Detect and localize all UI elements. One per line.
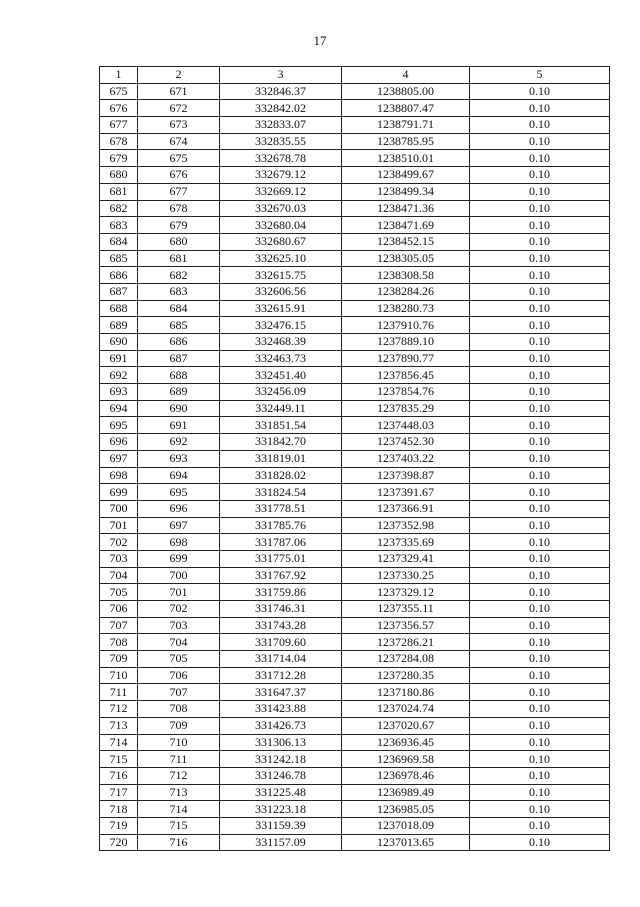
table-cell: 0.10 [470,400,610,417]
table-cell: 672 [138,100,220,117]
table-cell: 688 [100,300,138,317]
table-cell: 331712.28 [220,667,342,684]
table-cell: 1238284.26 [342,283,470,300]
table-row [100,283,610,300]
table-cell: 1237890.77 [342,350,470,367]
table-cell: 684 [100,233,138,250]
table-cell: 0.10 [470,517,610,534]
table-cell: 331714.04 [220,651,342,668]
table-cell: 701 [138,584,220,601]
table-cell: 0.10 [470,500,610,517]
table-cell: 707 [138,684,220,701]
table-cell: 0.10 [470,534,610,551]
table-cell: 0.10 [470,150,610,167]
table-cell: 331157.09 [220,834,342,851]
table-row [100,217,610,234]
table-cell: 332680.67 [220,233,342,250]
table-cell: 676 [138,167,220,184]
table-cell: 0.10 [470,283,610,300]
table-cell: 713 [138,784,220,801]
table-cell: 1237366.91 [342,500,470,517]
table-cell: 0.10 [470,484,610,501]
table-cell: 698 [100,467,138,484]
table-cell: 683 [138,283,220,300]
table-body [100,83,610,851]
table-cell: 700 [138,567,220,584]
table-row [100,601,610,618]
table-cell: 332463.73 [220,350,342,367]
table-cell: 696 [100,434,138,451]
table-cell: 0.10 [470,801,610,818]
table-cell: 711 [100,684,138,701]
table-cell: 1238807.47 [342,100,470,117]
table-cell: 331709.60 [220,634,342,651]
table-cell: 706 [138,667,220,684]
table-row [100,534,610,551]
table-row [100,434,610,451]
table-cell: 1237398.87 [342,467,470,484]
table-cell: 692 [138,434,220,451]
table-row [100,500,610,517]
table-row [100,133,610,150]
table-cell: 332842.02 [220,100,342,117]
table-row [100,550,610,567]
table-cell: 681 [100,183,138,200]
table-cell: 684 [138,300,220,317]
table-cell: 679 [100,150,138,167]
table-cell: 1238471.36 [342,200,470,217]
table-cell: 1237286.21 [342,634,470,651]
table-cell: 331759.86 [220,584,342,601]
table-cell: 694 [100,400,138,417]
table-cell: 332615.75 [220,267,342,284]
table-cell: 332835.55 [220,133,342,150]
table-cell: 1237356.57 [342,617,470,634]
table-cell: 698 [138,534,220,551]
table-cell: 1238510.01 [342,150,470,167]
table-cell: 331842.70 [220,434,342,451]
table-cell: 0.10 [470,834,610,851]
table-cell: 0.10 [470,601,610,618]
table-cell: 0.10 [470,300,610,317]
table-cell: 0.10 [470,417,610,434]
table-cell: 331242.18 [220,751,342,768]
table-cell: 707 [100,617,138,634]
table-cell: 1237355.11 [342,601,470,618]
table-cell: 1236936.45 [342,734,470,751]
table-cell: 689 [100,317,138,334]
column-header: 1 [100,67,138,84]
table-cell: 702 [138,601,220,618]
table-row [100,667,610,684]
table-cell: 694 [138,467,220,484]
table-cell: 681 [138,250,220,267]
table-row [100,517,610,534]
table-cell: 704 [100,567,138,584]
table-cell: 708 [138,701,220,718]
table-row [100,450,610,467]
table-cell: 705 [100,584,138,601]
table-row [100,751,610,768]
table-cell: 332456.09 [220,384,342,401]
table-cell: 688 [138,367,220,384]
table-cell: 332670.03 [220,200,342,217]
table-row [100,767,610,784]
table-cell: 331746.31 [220,601,342,618]
table-cell: 331824.54 [220,484,342,501]
table-cell: 332846.37 [220,83,342,100]
table-cell: 332451.40 [220,367,342,384]
table-row [100,317,610,334]
table-cell: 0.10 [470,100,610,117]
table-cell: 699 [138,550,220,567]
table-cell: 692 [100,367,138,384]
table-cell: 331785.76 [220,517,342,534]
table-cell: 332606.56 [220,283,342,300]
table-cell: 332468.39 [220,334,342,351]
table-cell: 685 [100,250,138,267]
table-cell: 332449.11 [220,400,342,417]
table-cell: 0.10 [470,634,610,651]
table-row [100,183,610,200]
table-row [100,467,610,484]
table-cell: 716 [138,834,220,851]
table-row [100,417,610,434]
table-cell: 1238805.00 [342,83,470,100]
table-cell: 331223.18 [220,801,342,818]
table-row [100,150,610,167]
table-cell: 1237180.86 [342,684,470,701]
table-cell: 678 [138,200,220,217]
table-cell: 0.10 [470,717,610,734]
table-cell: 0.10 [470,467,610,484]
column-header: 3 [220,67,342,84]
table-row [100,267,610,284]
table-cell: 701 [100,517,138,534]
table-cell: 1237024.74 [342,701,470,718]
table-cell: 0.10 [470,667,610,684]
table-cell: 0.10 [470,117,610,134]
table-cell: 1237403.22 [342,450,470,467]
table-cell: 709 [138,717,220,734]
table-row [100,117,610,134]
table-cell: 1237335.69 [342,534,470,551]
table-cell: 1237391.67 [342,484,470,501]
table-cell: 714 [100,734,138,751]
table-cell: 1238308.58 [342,267,470,284]
table-cell: 676 [100,100,138,117]
table-cell: 0.10 [470,133,610,150]
table-row [100,684,610,701]
table-cell: 1237856.45 [342,367,470,384]
table-cell: 1237448.03 [342,417,470,434]
table-cell: 690 [138,400,220,417]
table-cell: 682 [100,200,138,217]
table-cell: 332679.12 [220,167,342,184]
table-cell: 0.10 [470,684,610,701]
table-cell: 680 [138,233,220,250]
table-cell: 332680.04 [220,217,342,234]
table-cell: 331225.48 [220,784,342,801]
table-row [100,350,610,367]
table-cell: 0.10 [470,450,610,467]
table-row [100,484,610,501]
table-cell: 687 [138,350,220,367]
table-row [100,334,610,351]
table-row [100,200,610,217]
table-cell: 706 [100,601,138,618]
table-cell: 331426.73 [220,717,342,734]
table-cell: 700 [100,500,138,517]
table-cell: 677 [138,183,220,200]
table-cell: 0.10 [470,183,610,200]
table-cell: 0.10 [470,250,610,267]
table-cell: 680 [100,167,138,184]
table-cell: 0.10 [470,350,610,367]
column-header: 2 [138,67,220,84]
table-cell: 0.10 [470,267,610,284]
table-cell: 0.10 [470,83,610,100]
table-cell: 331743.28 [220,617,342,634]
table-row [100,300,610,317]
table-row [100,584,610,601]
table-row [100,817,610,834]
table-cell: 0.10 [470,651,610,668]
table-cell: 0.10 [470,367,610,384]
table-row [100,400,610,417]
table-cell: 0.10 [470,817,610,834]
table-row [100,100,610,117]
table-cell: 0.10 [470,701,610,718]
table-cell: 703 [100,550,138,567]
table-cell: 697 [138,517,220,534]
table-cell: 719 [100,817,138,834]
table-cell: 1238785.95 [342,133,470,150]
table-cell: 1238471.69 [342,217,470,234]
table-row [100,567,610,584]
table-row [100,250,610,267]
table-cell: 332678.78 [220,150,342,167]
table-cell: 331306.13 [220,734,342,751]
table-cell: 717 [100,784,138,801]
table-cell: 671 [138,83,220,100]
table-cell: 702 [100,534,138,551]
table-cell: 1237013.65 [342,834,470,851]
table-cell: 686 [138,334,220,351]
table-cell: 1237330.25 [342,567,470,584]
table-cell: 332669.12 [220,183,342,200]
table-cell: 331828.02 [220,467,342,484]
header-row [100,67,610,84]
table-cell: 695 [138,484,220,501]
table-cell: 695 [100,417,138,434]
table-cell: 679 [138,217,220,234]
table-row [100,167,610,184]
table-cell: 0.10 [470,567,610,584]
table-cell: 685 [138,317,220,334]
table-cell: 1237280.35 [342,667,470,684]
table-cell: 715 [138,817,220,834]
page-number: 17 [313,33,327,48]
table-cell: 1237284.08 [342,651,470,668]
table-cell: 331767.92 [220,567,342,584]
table-cell: 715 [100,751,138,768]
table-cell: 674 [138,133,220,150]
table-cell: 1237352.98 [342,517,470,534]
table-cell: 675 [138,150,220,167]
table-cell: 705 [138,651,220,668]
table-cell: 711 [138,751,220,768]
table-cell: 331775.01 [220,550,342,567]
table-cell: 1236978.46 [342,767,470,784]
table-cell: 689 [138,384,220,401]
table-header [100,67,610,84]
table-cell: 332476.15 [220,317,342,334]
table-cell: 686 [100,267,138,284]
table-cell: 709 [100,651,138,668]
table-cell: 1237329.12 [342,584,470,601]
table-cell: 0.10 [470,734,610,751]
table-cell: 0.10 [470,384,610,401]
table-cell: 699 [100,484,138,501]
table-cell: 697 [100,450,138,467]
table-cell: 712 [138,767,220,784]
table-row [100,384,610,401]
table-cell: 1237020.67 [342,717,470,734]
table-cell: 331423.88 [220,701,342,718]
table-cell: 0.10 [470,617,610,634]
table-cell: 0.10 [470,217,610,234]
table-cell: 1236969.58 [342,751,470,768]
table-row [100,701,610,718]
table-cell: 331159.39 [220,817,342,834]
table-cell: 1238305.05 [342,250,470,267]
table-cell: 1237835.29 [342,400,470,417]
table-cell: 714 [138,801,220,818]
table-cell: 677 [100,117,138,134]
table-cell: 1237910.76 [342,317,470,334]
table-cell: 683 [100,217,138,234]
table-cell: 710 [138,734,220,751]
table-cell: 710 [100,667,138,684]
table-cell: 0.10 [470,584,610,601]
table-cell: 331851.54 [220,417,342,434]
table-cell: 1238280.73 [342,300,470,317]
table-cell: 708 [100,634,138,651]
table-cell: 1237329.41 [342,550,470,567]
table-row [100,233,610,250]
table-cell: 0.10 [470,784,610,801]
table-cell: 0.10 [470,751,610,768]
table-cell: 1238452.15 [342,233,470,250]
table-row [100,717,610,734]
table-cell: 678 [100,133,138,150]
column-header: 4 [342,67,470,84]
table-row [100,834,610,851]
table-cell: 332615.91 [220,300,342,317]
table-cell: 675 [100,83,138,100]
table-cell: 0.10 [470,317,610,334]
table-cell: 682 [138,267,220,284]
table-cell: 704 [138,634,220,651]
table-row [100,801,610,818]
table-row [100,367,610,384]
table-row [100,784,610,801]
table-row [100,651,610,668]
table-cell: 693 [100,384,138,401]
table-cell: 1237018.09 [342,817,470,834]
coordinates-table [99,66,610,851]
table-row [100,734,610,751]
table-cell: 703 [138,617,220,634]
table-cell: 691 [100,350,138,367]
table-cell: 0.10 [470,767,610,784]
table-cell: 0.10 [470,434,610,451]
table-cell: 1238499.67 [342,167,470,184]
table-cell: 718 [100,801,138,818]
table-cell: 0.10 [470,334,610,351]
table-cell: 1238791.71 [342,117,470,134]
table-cell: 1238499.34 [342,183,470,200]
table-cell: 691 [138,417,220,434]
table-cell: 332625.10 [220,250,342,267]
table-cell: 0.10 [470,550,610,567]
table-row [100,83,610,100]
table-cell: 332833.07 [220,117,342,134]
table-cell: 0.10 [470,200,610,217]
table-cell: 331819.01 [220,450,342,467]
table-cell: 1236989.49 [342,784,470,801]
column-header: 5 [470,67,610,84]
table-row [100,617,610,634]
table-cell: 331778.51 [220,500,342,517]
table-cell: 331787.06 [220,534,342,551]
table-cell: 713 [100,717,138,734]
table-cell: 690 [100,334,138,351]
table-cell: 673 [138,117,220,134]
table-cell: 1237854.76 [342,384,470,401]
table-cell: 716 [100,767,138,784]
table-cell: 331246.78 [220,767,342,784]
table-cell: 331647.37 [220,684,342,701]
table-cell: 1236985.05 [342,801,470,818]
table-cell: 0.10 [470,167,610,184]
table-cell: 0.10 [470,233,610,250]
table-cell: 693 [138,450,220,467]
table-cell: 687 [100,283,138,300]
table-cell: 1237889.10 [342,334,470,351]
table-cell: 1237452.30 [342,434,470,451]
table-cell: 712 [100,701,138,718]
table-cell: 720 [100,834,138,851]
table-row [100,634,610,651]
table-cell: 696 [138,500,220,517]
